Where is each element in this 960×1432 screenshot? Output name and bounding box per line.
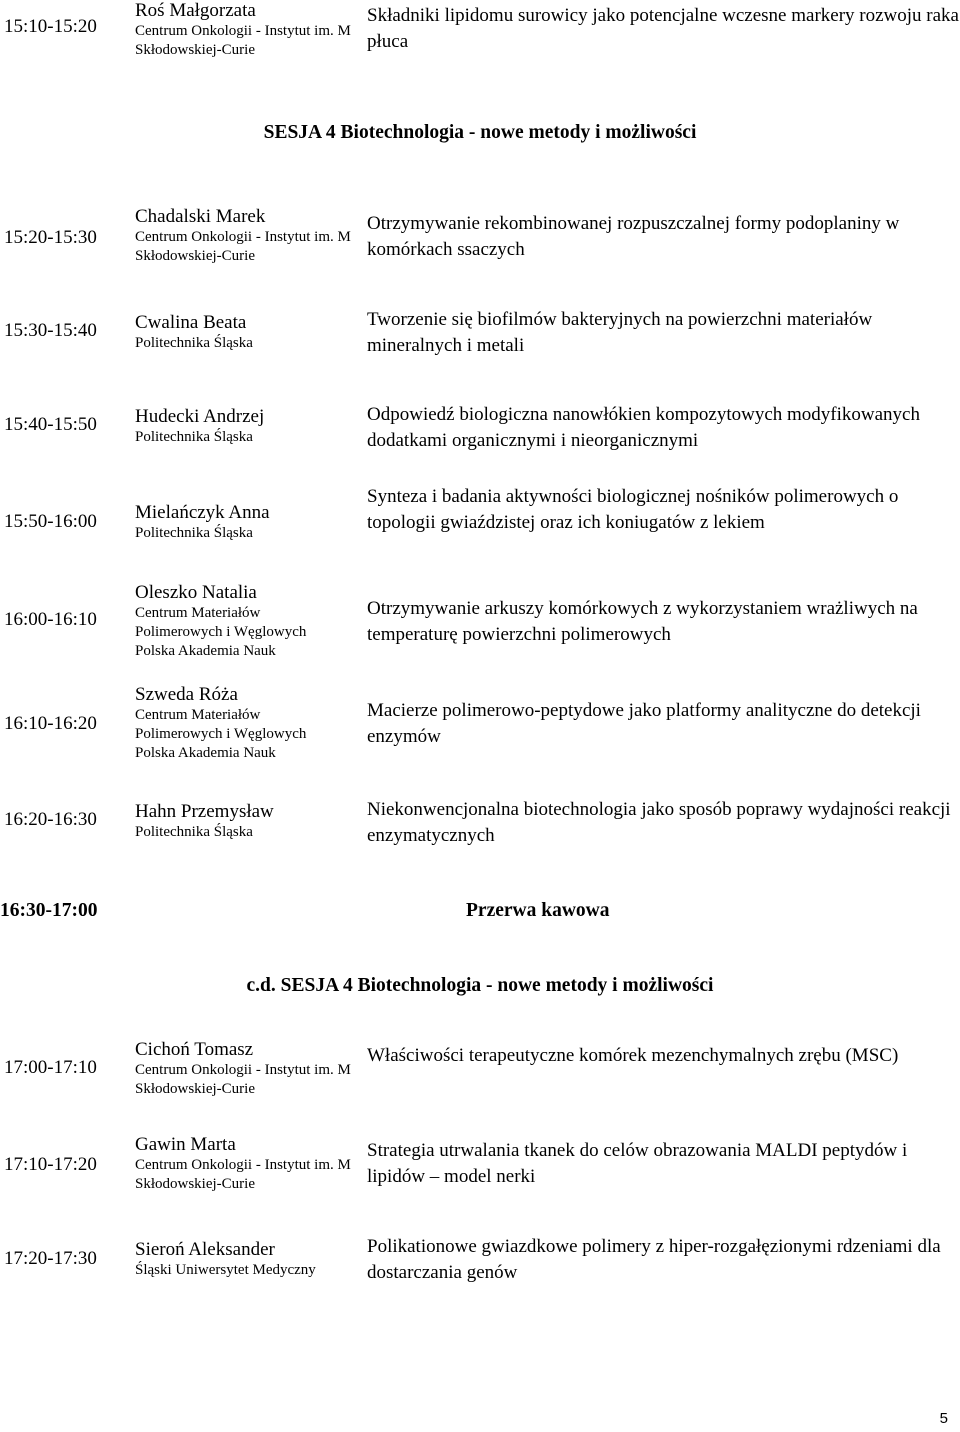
time-slot: 17:00-17:10 [4, 1057, 97, 1078]
speaker-name: Roś Małgorzata [135, 0, 256, 21]
speaker-affiliation: Politechnika Śląska [135, 525, 253, 541]
talk-title: Macierze polimerowo-peptydowe jako platformy analityczne do detekcji enzymów [367, 700, 921, 747]
page-number: 5 [939, 1410, 948, 1427]
speaker [135, 582, 360, 661]
time-slot: 15:50-16:00 [4, 511, 97, 532]
talk-title: Tworzenie się biofilmów bakteryjnych na powierzchni materiałów mineralnych i metali [367, 309, 873, 356]
speaker-affiliation: Politechnika Śląska [135, 335, 253, 351]
speaker [135, 1134, 360, 1194]
talk-title: Odpowiedź biologiczna nanowłókien kompozytowych modyfikowanych dodatkami organicznymi i nieorganicznymi [367, 404, 920, 451]
speaker-name: Gawin Marta [135, 1134, 236, 1155]
time-slot: 15:10-15:20 [4, 16, 97, 37]
talk-title: Otrzymywanie arkuszy komórkowych z wykorzystaniem wrażliwych na temperaturę powierzchni polimerowych [367, 598, 918, 645]
speaker-name: Hudecki Andrzej [135, 406, 265, 427]
speaker-name: Hahn Przemysław [135, 801, 274, 822]
speaker [135, 684, 360, 763]
speaker [135, 502, 360, 543]
speaker [135, 1039, 360, 1099]
break-time: 16:30-17:00 [0, 900, 98, 921]
speaker-affiliation: Centrum Materiałów Polimerowych i Węglowych Polska Akademia Nauk [135, 707, 307, 761]
time-slot: 15:20-15:30 [4, 227, 97, 248]
speaker-name: Oleszko Natalia [135, 582, 257, 603]
speaker [135, 0, 360, 60]
talk-title: Synteza i badania aktywności biologicznej nośników polimerowych o topologii gwiaździstej oraz ich koniugatów z lekiem [367, 486, 899, 533]
speaker-affiliation: Politechnika Śląska [135, 824, 253, 840]
talk-title: Niekonwencjonalna biotechnologia jako sposób poprawy wydajności reakcji enzymatycznych [367, 799, 951, 846]
speaker [135, 1239, 360, 1280]
time-slot: 16:10-16:20 [4, 713, 97, 734]
talk-title: Otrzymywanie rekombinowanej rozpuszczalnej formy podoplaniny w komórkach ssaczych [367, 213, 900, 260]
session-heading: SESJA 4 Biotechnologia - nowe metody i możliwości [263, 122, 697, 143]
time-slot: 15:30-15:40 [4, 320, 97, 341]
speaker-affiliation: Centrum Onkologii - Instytut im. M Skłodowskiej-Curie [135, 1157, 351, 1192]
speaker [135, 206, 360, 266]
time-slot: 15:40-15:50 [4, 414, 97, 435]
speaker-affiliation: Centrum Onkologii - Instytut im. M Skłodowskiej-Curie [135, 229, 351, 264]
speaker-affiliation: Centrum Onkologii - Instytut im. M Skłodowskiej-Curie [135, 23, 351, 58]
time-slot: 17:20-17:30 [4, 1248, 97, 1269]
talk-title: Strategia utrwalania tkanek do celów obrazowania MALDI peptydów i lipidów – model nerki [367, 1140, 908, 1187]
speaker-affiliation: Politechnika Śląska [135, 429, 253, 445]
speaker-name: Cichoń Tomasz [135, 1039, 254, 1060]
time-slot: 16:20-16:30 [4, 809, 97, 830]
speaker-name: Cwalina Beata [135, 312, 247, 333]
speaker-affiliation: Centrum Onkologii - Instytut im. M Skłodowskiej-Curie [135, 1062, 351, 1097]
talk-title: Składniki lipidomu surowicy jako potencjalne wczesne markery rozwoju raka płuca [367, 5, 959, 52]
speaker-name: Sieroń Aleksander [135, 1239, 275, 1260]
talk-title: Polikationowe gwiazdkowe polimery z hiper-rozgałęzionymi rdzeniami dla dostarczania genów [367, 1236, 941, 1283]
speaker-affiliation: Centrum Materiałów Polimerowych i Węglowych Polska Akademia Nauk [135, 605, 307, 659]
time-slot: 16:00-16:10 [4, 609, 97, 630]
speaker-affiliation: Śląski Uniwersytet Medyczny [135, 1262, 316, 1278]
speaker [135, 801, 360, 842]
continued-session-heading: c.d. SESJA 4 Biotechnologia - nowe metody i możliwości [246, 975, 714, 996]
speaker-name: Szweda Róża [135, 684, 238, 705]
speaker-name: Chadalski Marek [135, 206, 266, 227]
talk-title: Właściwości terapeutyczne komórek mezenchymalnych zrębu (MSC) [367, 1045, 899, 1066]
time-slot: 17:10-17:20 [4, 1154, 97, 1175]
speaker-name: Mielańczyk Anna [135, 502, 270, 523]
speaker [135, 406, 360, 447]
break-label: Przerwa kawowa [466, 900, 610, 921]
speaker [135, 312, 360, 353]
